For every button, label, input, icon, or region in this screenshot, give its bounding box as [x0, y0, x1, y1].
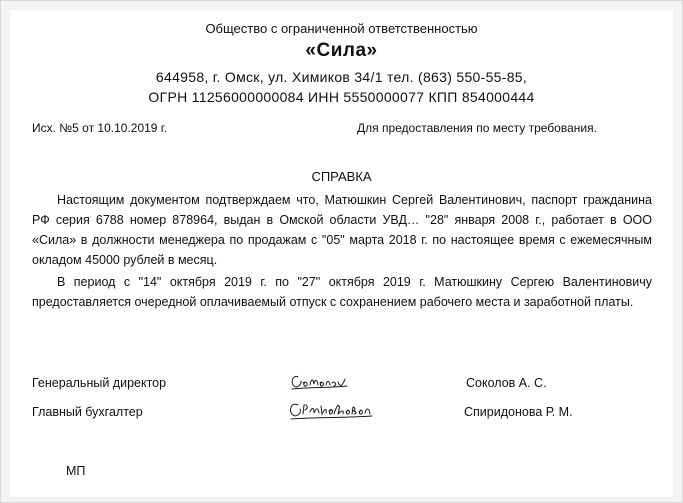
- accountant-name: Спиридонова Р. М.: [464, 405, 573, 419]
- document-title: СПРАВКА: [311, 169, 372, 184]
- destination: Для предоставления по месту требования.: [357, 121, 597, 135]
- certificate-paragraph-1: Настоящим документом подтверждаем что, Матюшкин Сергей Валентинович, паспорт гражданина РФ серия 6788 номер 878964, выдан в Омской области УВД… "28" января 2008 г., работает в ООО «Сила» в должности менеджера по продажам с "05" марта 2018 г. по настоящее время с ежемесячным окладом 45000 рублей в месяц.: [32, 193, 652, 267]
- org-address: 644958, г. Омск, ул. Химиков 34/1 тел. (863) 550-55-85,: [155, 69, 528, 85]
- org-registry: ОГРН 11256000000084 ИНН 5550000077 КПП 854000444: [148, 89, 535, 105]
- document-page: [10, 10, 673, 497]
- stamp-place: МП: [66, 464, 86, 478]
- certificate-paragraph-2: В период с "14" октября 2019 г. по "27" октября 2019 г. Матюшкину Сергею Валентиновичу предоставляется очередной оплачиваемый отпуск с сохранением рабочего места и заработной платы.: [32, 275, 652, 309]
- director-signature: [289, 370, 351, 394]
- director-role: Генеральный директор: [32, 376, 167, 390]
- accountant-role: Главный бухгалтер: [32, 405, 143, 419]
- org-type: Общество с ограниченной ответственностью: [205, 21, 478, 36]
- org-name: «Сила»: [305, 40, 378, 61]
- outgoing-number: Исх. №5 от 10.10.2019 г.: [32, 121, 168, 135]
- accountant-signature: [286, 396, 378, 424]
- director-name: Соколов А. С.: [466, 376, 547, 390]
